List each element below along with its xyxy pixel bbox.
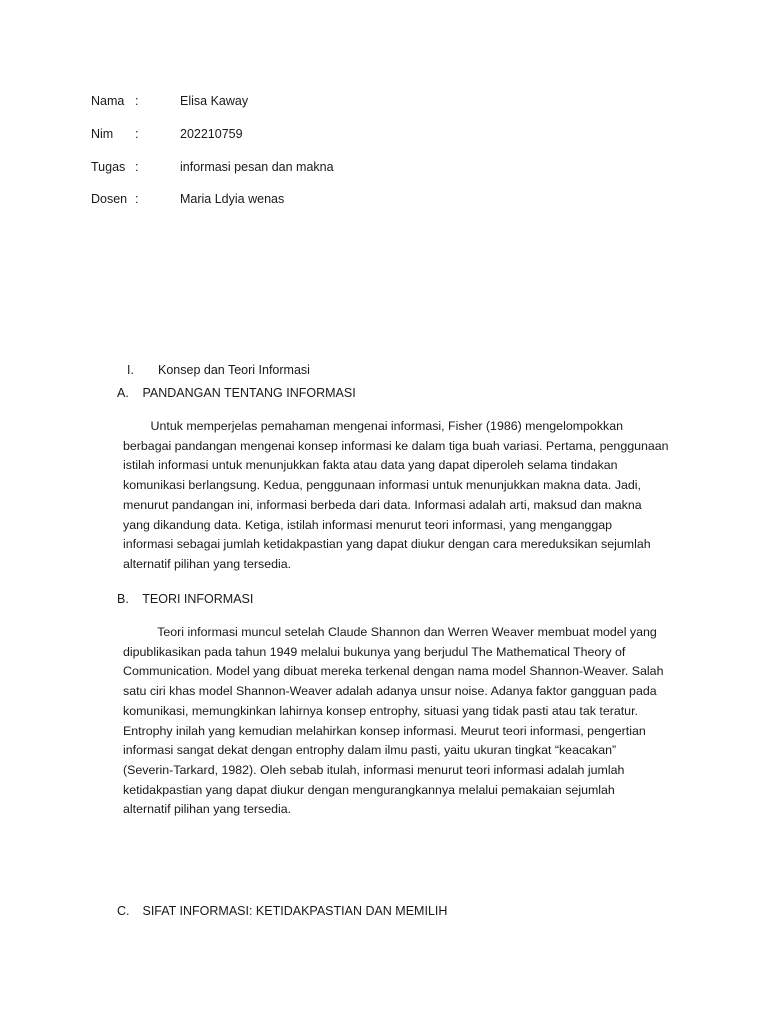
subsection-title: PANDANGAN TENTANG INFORMASI <box>142 386 356 400</box>
paragraph-line: Communication. Model yang dibuat mereka terkenal dengan nama model Shannon-Weaver. Salah <box>123 664 664 679</box>
info-value-dosen: Maria Ldyia wenas <box>180 192 285 206</box>
subsection-title: SIFAT INFORMASI: KETIDAKPASTIAN DAN MEMILIH <box>142 904 448 918</box>
paragraph-line: berbagai pandangan mengenai konsep informasi ke dalam tiga buah variasi. Pertama, penggunaan <box>123 438 669 453</box>
info-separator: : <box>135 160 139 174</box>
paragraph-line: informasi sangat dekat dengan entrophy dalam ilmu pasti, yaitu ukuran tingkat “keacakan” <box>123 743 617 758</box>
paragraph-line: dipublikasikan pada tahun 1949 melalui bukunya yang berjudul The Mathematical Theory of <box>123 644 626 659</box>
paragraph-line: komunikasi berlangsung. Kedua, penggunaan informasi untuk menunjukkan makna data. Jadi, <box>123 478 641 493</box>
paragraph-line: yang dikandung data. Ketiga, istilah informasi menurut teori informasi, yang menganggap <box>123 517 613 532</box>
subsection-letter: B. <box>117 592 129 606</box>
paragraph-line: ketidakpastian yang dapat diukur dengan mengurangkannya melalui pemakaian sejumlah <box>123 782 615 797</box>
section-title: Konsep dan Teori Informasi <box>158 363 310 377</box>
paragraph-line: informasi sebagai jumlah ketidakpastian yang dapat diukur dengan cara mereduksikan sejumlah <box>123 537 651 552</box>
paragraph-line: istilah informasi untuk menunjukkan fakta atau data yang dapat diperoleh selama tindakan <box>123 458 618 473</box>
subsection-title: TEORI INFORMASI <box>142 592 254 606</box>
subsection-letter: C. <box>117 904 130 918</box>
paragraph-line: (Severin-Tarkard, 1982). Oleh sebab itulah, informasi menurut teori informasi adalah jumlah <box>123 762 625 777</box>
paragraph-line: alternatif pilihan yang tersedia. <box>123 802 292 817</box>
info-value-name: Elisa Kaway <box>180 94 249 108</box>
subsection-heading-b <box>117 592 253 606</box>
paragraph-line: komunikasi, memungkinkan lahirnya konsep entrophy, situasi yang tidak pasti atau tak teratur. <box>123 703 638 718</box>
paragraph-line: alternatif pilihan yang tersedia. <box>123 556 292 571</box>
info-label: Tugas <box>91 160 126 174</box>
info-separator: : <box>135 94 139 108</box>
paragraph-line: menurut pandangan ini, informasi berbeda dari data. Informasi adalah arti, maksud dan makna <box>123 497 642 512</box>
info-label: Dosen <box>91 192 128 206</box>
paragraph-line: satu ciri khas model Shannon-Weaver adalah adanya unsur noise. Adanya faktor gangguan pada <box>123 684 657 699</box>
paragraph-line: Untuk memperjelas pemahaman mengenai informasi, Fisher (1986) mengelompokkan <box>123 419 623 433</box>
info-value-tugas: informasi pesan dan makna <box>180 160 334 174</box>
section-numeral: I. <box>127 363 134 377</box>
subsection-heading-c <box>117 904 447 918</box>
subsection-heading-a <box>117 386 356 400</box>
info-label: Nim <box>91 127 114 141</box>
paragraph-a <box>123 417 669 575</box>
info-separator: : <box>135 192 139 206</box>
info-label: Nama <box>91 94 125 108</box>
subsection-letter: A. <box>117 386 129 400</box>
info-separator: : <box>135 127 139 141</box>
paragraph-line: Teori informasi muncul setelah Claude Shannon dan Werren Weaver membuat model yang <box>123 625 657 639</box>
paragraph-line: Entrophy inilah yang kemudian melahirkan konsep informasi. Meurut teori informasi, pengertian <box>123 723 646 738</box>
paragraph-b <box>123 623 664 820</box>
info-value-nim: 202210759 <box>180 127 243 141</box>
